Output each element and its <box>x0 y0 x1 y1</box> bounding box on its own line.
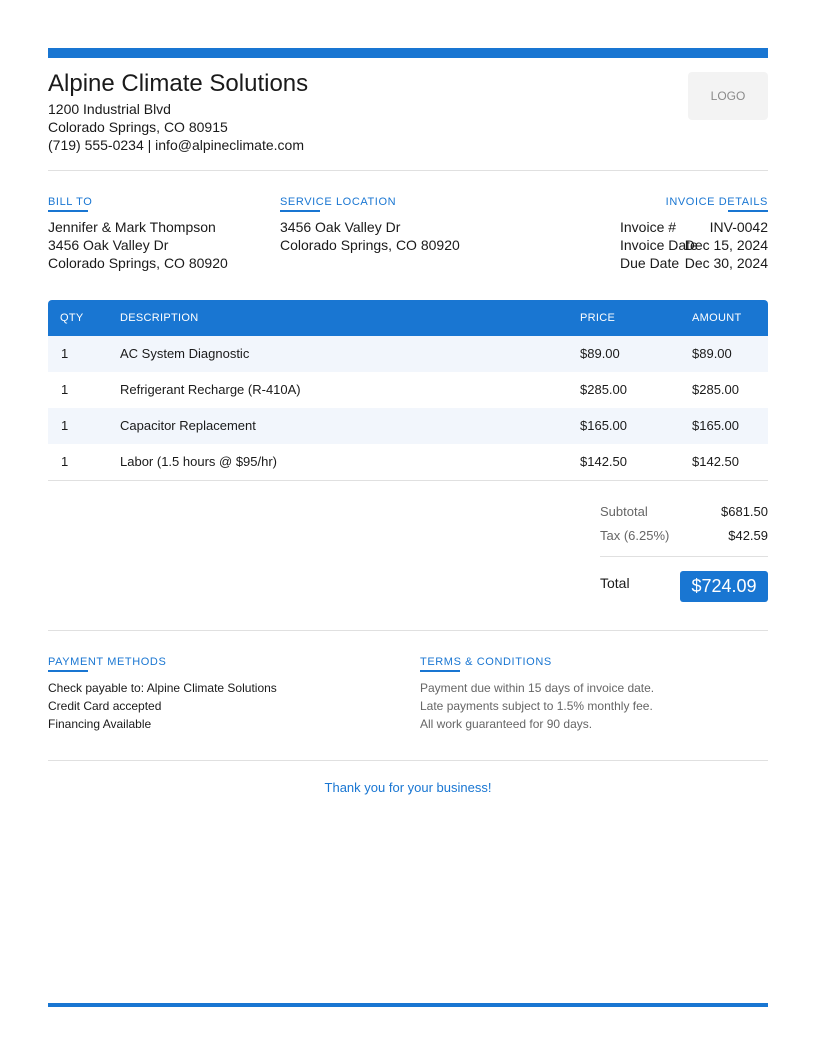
company-contact: (719) 555-0234 | info@alpineclimate.com <box>48 137 304 153</box>
bill-to-line: Jennifer & Mark Thompson <box>48 219 216 235</box>
price-column-header: PRICE <box>580 312 616 324</box>
bottom-accent-bar <box>48 1003 768 1007</box>
service-location-line: 3456 Oak Valley Dr <box>280 219 401 235</box>
company-address-line-2: Colorado Springs, CO 80915 <box>48 119 228 135</box>
line-items-header <box>48 300 768 336</box>
thank-you-message: Thank you for your business! <box>324 780 492 795</box>
payment-methods-underline <box>48 670 88 672</box>
due-date-value: Dec 30, 2024 <box>684 255 768 271</box>
row-amount: $89.00 <box>692 346 732 361</box>
invoice-number-value: INV-0042 <box>709 219 768 235</box>
row-description: Capacitor Replacement <box>120 418 256 433</box>
row-description: AC System Diagnostic <box>120 346 250 361</box>
payment-method-line: Check payable to: Alpine Climate Solutions <box>48 681 277 695</box>
row-price: $285.00 <box>580 382 627 397</box>
terms-line: All work guaranteed for 90 days. <box>420 717 593 731</box>
payment-method-line: Credit Card accepted <box>48 699 162 713</box>
service-location-underline <box>280 210 320 212</box>
terms-label: TERMS & CONDITIONS <box>420 656 552 668</box>
row-qty: 1 <box>61 346 69 361</box>
totals-section-divider <box>48 630 768 631</box>
header-divider <box>48 170 768 171</box>
row-price: $142.50 <box>580 454 627 469</box>
table-row <box>48 336 768 372</box>
row-amount: $165.00 <box>692 418 739 433</box>
terms-line: Late payments subject to 1.5% monthly fee. <box>420 699 653 713</box>
service-location-label: SERVICE LOCATION <box>280 196 397 208</box>
company-address-line-1: 1200 Industrial Blvd <box>48 101 171 117</box>
qty-column-header: QTY <box>60 312 84 324</box>
bill-to-line: 3456 Oak Valley Dr <box>48 237 169 253</box>
row-description: Labor (1.5 hours @ $95/hr) <box>120 454 278 469</box>
totals-divider <box>600 556 768 557</box>
table-row <box>48 408 768 444</box>
total-amount-badge: $724.09 <box>680 571 768 602</box>
company-name: Alpine Climate Solutions <box>48 70 309 97</box>
invoice-details-underline <box>728 210 768 212</box>
bill-to-label: BILL TO <box>48 196 93 208</box>
invoice-date-value: Dec 15, 2024 <box>684 237 768 253</box>
amount-column-header: AMOUNT <box>692 312 742 324</box>
due-date-label: Due Date <box>620 255 680 271</box>
bill-to-line: Colorado Springs, CO 80920 <box>48 255 228 271</box>
table-row <box>48 444 768 480</box>
subtotal-label: Subtotal <box>600 504 648 519</box>
row-description: Refrigerant Recharge (R-410A) <box>120 382 301 397</box>
row-price: $165.00 <box>580 418 627 433</box>
table-row <box>48 372 768 408</box>
row-amount: $285.00 <box>692 382 739 397</box>
description-column-header: DESCRIPTION <box>120 312 199 324</box>
invoice-details-label: INVOICE DETAILS <box>665 196 768 208</box>
table-bottom-divider <box>48 480 768 481</box>
service-location-line: Colorado Springs, CO 80920 <box>280 237 460 253</box>
row-qty: 1 <box>61 418 69 433</box>
row-qty: 1 <box>61 454 69 469</box>
terms-line: Payment due within 15 days of invoice date. <box>420 681 655 695</box>
logo-placeholder: LOGO <box>688 72 768 120</box>
top-accent-bar <box>48 48 768 58</box>
row-amount: $142.50 <box>692 454 739 469</box>
terms-underline <box>420 670 460 672</box>
bill-to-underline <box>48 210 88 212</box>
tax-label: Tax (6.25%) <box>600 528 670 543</box>
invoice-number-label: Invoice # <box>620 219 677 235</box>
invoice-date-label: Invoice Date <box>620 237 698 253</box>
payment-methods-label: PAYMENT METHODS <box>48 656 167 668</box>
row-qty: 1 <box>61 382 69 397</box>
total-label: Total <box>600 575 630 591</box>
subtotal-value: $681.50 <box>721 504 768 519</box>
footer-divider <box>48 760 768 761</box>
tax-value: $42.59 <box>728 528 768 543</box>
row-price: $89.00 <box>580 346 620 361</box>
payment-method-line: Financing Available <box>48 717 152 731</box>
